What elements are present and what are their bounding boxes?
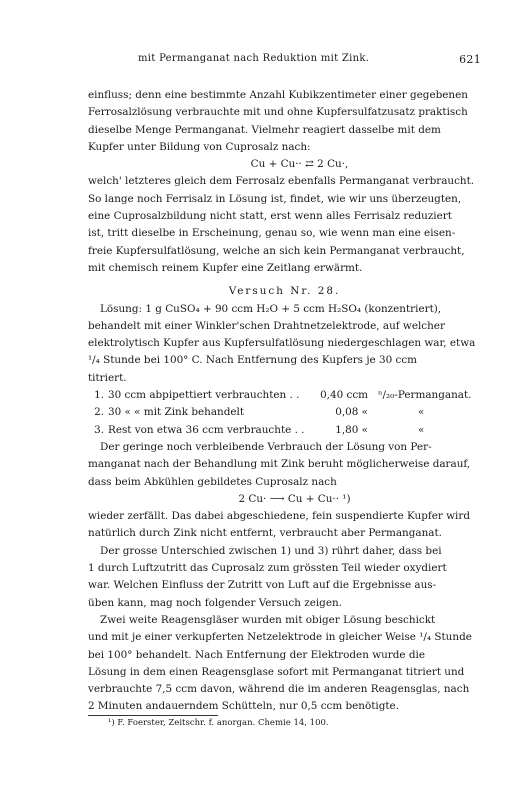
footnote: ¹) F. Foerster, Zeitschr. f. anorgan. Chemie 14, 100. xyxy=(108,718,329,728)
text-line: Ferrosalzlösung verbrauchte mit und ohne Kupfersulfatzusatz praktisch xyxy=(88,106,468,119)
text-line: elektrolytisch Kupfer aus Kupfersulfatlösung niedergeschlagen war, etwa xyxy=(88,337,476,350)
paragraph-2 xyxy=(88,173,481,277)
text-line: welch' letzteres gleich dem Ferrosalz ebenfalls Permanganat verbraucht. xyxy=(88,175,475,188)
text-line: ist, tritt dieselbe in Erscheinung, genau so, wie wenn man eine eisen- xyxy=(88,227,456,240)
text-line: Der geringe noch verbleibende Verbrauch der Lösung von Per- xyxy=(100,440,432,453)
text-line: natürlich durch Zink nicht entfernt, verbraucht aber Permanganat. xyxy=(88,527,442,540)
text-line: verbrauchte 7,5 ccm davon, während die im anderen Reagensglas, nach xyxy=(88,683,470,696)
row-value: 0,08 « xyxy=(335,406,368,419)
text-line: behandelt mit einer Winkler'schen Drahtnetzelektrode, auf welcher xyxy=(88,319,445,332)
equation-disproportionation: 2 Cu· ⟶ Cu + Cu·· ¹) xyxy=(238,492,351,505)
row-description: Rest von etwa 36 ccm verbrauchte . . xyxy=(108,423,305,436)
text-line: Lösung in dem einen Reagensglase sofort mit Permanganat titriert und xyxy=(88,665,465,678)
text-line: wieder zerfällt. Das dabei abgeschiedene, fein suspendierte Kupfer wird xyxy=(88,510,470,523)
row-value: 1,80 « xyxy=(335,423,368,436)
row-number: 3. xyxy=(94,423,104,436)
paragraph-5 xyxy=(88,543,481,612)
table-row xyxy=(88,404,481,421)
text-line: Lösung: 1 g CuSO₄ + 90 ccm H₂O + 5 ccm H₂SO₄ (konzentriert), xyxy=(100,302,442,315)
paragraph-1 xyxy=(88,87,481,156)
text-line: einfluss; denn eine bestimmte Anzahl Kubikzentimeter einer gegebenen xyxy=(88,89,468,101)
row-number: 1. xyxy=(94,389,104,402)
row-unit: « xyxy=(418,423,425,436)
loesung-paragraph xyxy=(88,301,481,387)
row-unit: « xyxy=(418,406,425,419)
text-line: mit chemisch reinem Kupfer eine Zeitlang erwärmt. xyxy=(88,261,363,274)
table-row xyxy=(88,387,481,404)
page-header xyxy=(88,53,481,69)
text-line: Kupfer unter Bildung von Cuprosalz nach: xyxy=(88,140,311,153)
row-description: 30 « « mit Zink behandelt xyxy=(108,406,245,419)
running-title: mit Permanganat nach Reduktion mit Zink. xyxy=(138,53,370,64)
text-line: So lange noch Ferrisalz in Lösung ist, findet, wie wir uns überzeugten, xyxy=(88,192,462,205)
text-line: Der grosse Unterschied zwischen 1) und 3) rührt daher, dass bei xyxy=(100,544,442,557)
paragraph-6 xyxy=(88,612,481,716)
text-line: bei 100° behandelt. Nach Entfernung der Elektroden wurde die xyxy=(88,648,425,661)
equation-cuprosalz: Cu + Cu·· ⇄ 2 Cu·, xyxy=(250,158,349,171)
text-line: titriert. xyxy=(88,371,127,384)
row-number: 2. xyxy=(94,406,104,419)
row-value: 0,40 ccm xyxy=(320,389,368,402)
paragraph-3 xyxy=(88,439,481,491)
paragraph-4 xyxy=(88,508,481,543)
text-line: eine Cuprosalzbildung nicht statt, erst wenn alles Ferrisalz reduziert xyxy=(88,210,452,223)
text-line: ¹/₄ Stunde bei 100° C. Nach Entfernung des Kupfers je 30 ccm xyxy=(88,354,418,367)
text-line: dieselbe Menge Permanganat. Vielmehr reagiert dasselbe mit dem xyxy=(88,123,441,136)
text-line: war. Welchen Einfluss der Zutritt von Luft auf die Ergebnisse aus- xyxy=(88,579,437,592)
table-row xyxy=(88,422,481,439)
row-description: 30 ccm abpipettiert verbrauchten . . xyxy=(108,389,300,402)
text-line: 1 durch Luftzutritt das Cuprosalz zum grössten Teil wieder oxydiert xyxy=(88,562,447,575)
results-table xyxy=(88,387,481,439)
text-line: Zwei weite Reagensgläser wurden mit obiger Lösung beschickt xyxy=(100,613,436,626)
text-line: üben kann, mag noch folgender Versuch zeigen. xyxy=(88,596,342,609)
text-line: freie Kupfersulfatlösung, welche an sich kein Permanganat verbraucht, xyxy=(88,244,465,257)
page-number: 621 xyxy=(459,53,481,66)
main-text xyxy=(88,87,481,716)
row-unit: ⁿ/₂₀-Permanganat. xyxy=(378,389,472,402)
section-heading: Versuch Nr. 28. xyxy=(228,285,341,298)
text-line: manganat nach der Behandlung mit Zink beruht möglicherweise darauf, xyxy=(88,458,471,471)
text-line: 2 Minuten andauerndem Schütteln, nur 0,5 ccm benötigte. xyxy=(88,700,400,713)
text-line: dass beim Abkühlen gebildetes Cuprosalz nach xyxy=(88,475,337,488)
text-line: und mit je einer verkupferten Netzelektrode in gleicher Weise ¹/₄ Stunde xyxy=(88,631,472,644)
